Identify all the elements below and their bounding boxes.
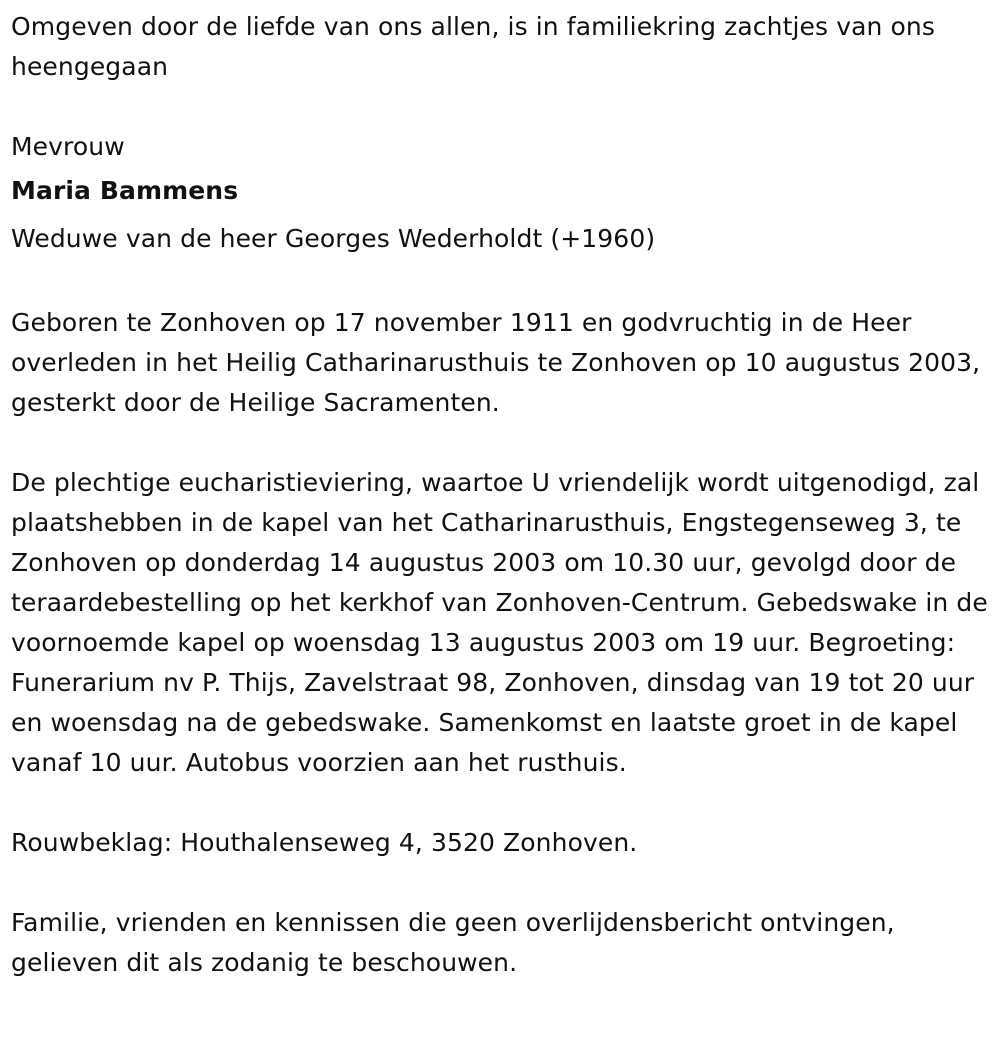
intro-paragraph: Omgeven door de liefde van ons allen, is in familiekring zachtjes van ons heengegaan (11, 12, 935, 81)
spacer (11, 783, 995, 823)
spouse-line: Weduwe van de heer Georges Wederholdt (+1960) (11, 224, 656, 253)
spacer (11, 87, 995, 127)
deceased-name: Maria Bammens (11, 176, 239, 205)
birth-death-paragraph: Geboren te Zonhoven op 17 november 1911 en godvruchtig in de Heer overleden in het Heilig Catharinarusthuis te Zonhoven op 10 augustus 2003, gesterkt door de Heilige Sacramenten. (11, 308, 981, 417)
honorific: Mevrouw (11, 132, 125, 161)
ceremony-paragraph: De plechtige eucharistieviering, waartoe U vriendelijk wordt uitgenodigd, zal plaatshebben in de kapel van het Catharinarusthuis, Engstegenseweg 3, te Zonhoven op donderdag 14 augustus 2003 om 10.30 uur, gevolgd door de teraardebestelling op het kerkhof van Zonhoven-Centrum. Gebedswake in de voornoemde kapel op woensdag 13 augustus 2003 om 19 uur. Begroeting: Funerarium nv P. Thijs, Zavelstraat 98, Zonhoven, dinsdag van 19 tot 20 uur en woensdag na de gebedswake. Samenkomst en laatste groet in de kapel vanaf 10 uur. Autobus voorzien aan het rusthuis. (11, 468, 988, 777)
spacer (11, 263, 995, 303)
spacer (11, 423, 995, 463)
closing-paragraph: Familie, vrienden en kennissen die geen overlijdensbericht ontvingen, gelieven dit als zodanig te beschouwen. (11, 908, 895, 977)
spacer (11, 863, 995, 903)
death-notice (11, 7, 995, 983)
condolences-address: Rouwbeklag: Houthalenseweg 4, 3520 Zonhoven. (11, 828, 638, 857)
